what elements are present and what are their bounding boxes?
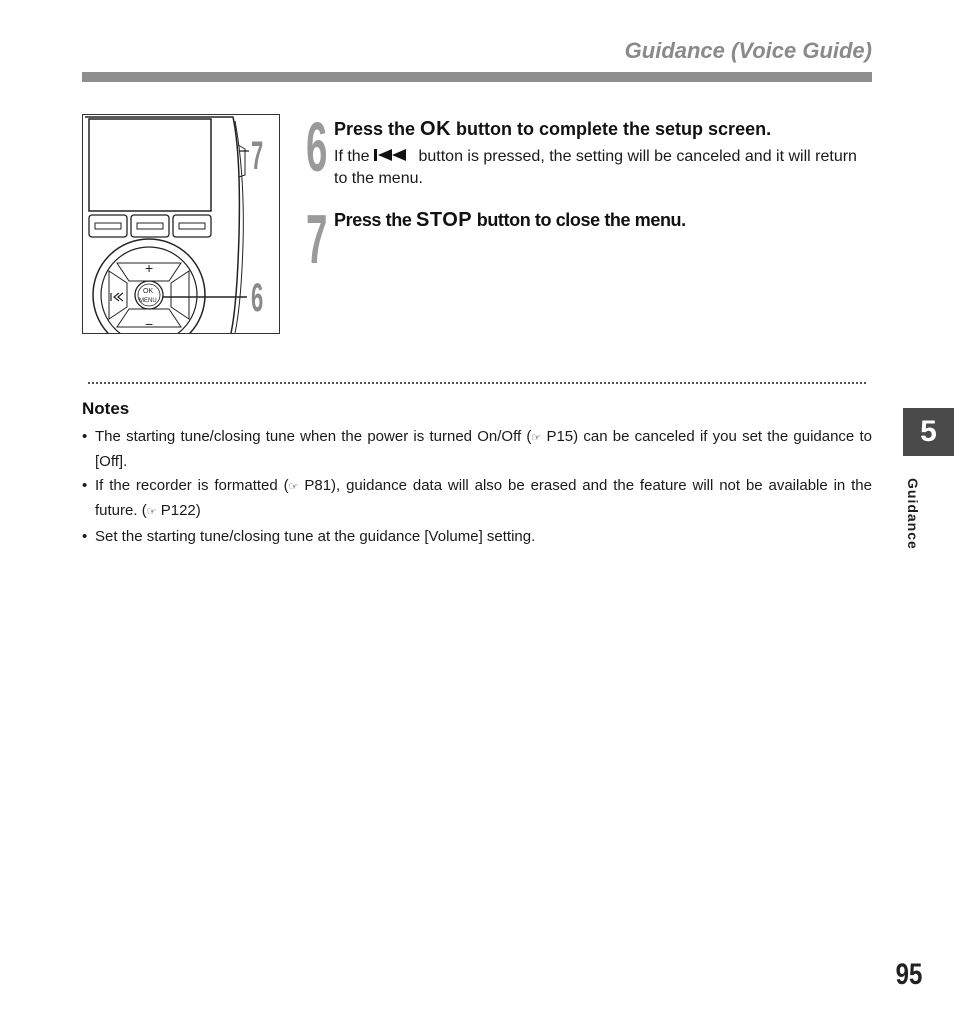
skip-back-icon xyxy=(374,148,414,165)
step-6-body: If the button is pressed, the setting will be canceled and it will return to the menu. xyxy=(334,148,857,187)
ok-key-label: OK xyxy=(420,118,452,140)
step-number-6: 6 xyxy=(306,108,328,186)
callout-6: 6 xyxy=(251,275,264,320)
list-item: • If the recorder is formatted (☞ P81), guidance data will also be erased and the feature will not be available in the future. (☞ P122) xyxy=(82,477,872,519)
chapter-tab: 5 xyxy=(903,408,954,456)
svg-text:+: + xyxy=(145,260,154,276)
svg-text:−: − xyxy=(145,316,154,332)
reference-icon: ☞ xyxy=(288,481,299,493)
menu-label: MENU xyxy=(139,298,157,304)
notes-heading: Notes xyxy=(82,399,130,418)
recorder-illustration xyxy=(82,114,280,334)
list-item: • The starting tune/closing tune when the power is turned On/Off (☞ P15) can be canceled if you set the guidance to [Off]. xyxy=(82,428,873,470)
ok-label: OK xyxy=(143,288,154,295)
step-6-title: Press the OK button to complete the setup screen. xyxy=(334,118,772,140)
page-header-title: Guidance (Voice Guide) xyxy=(624,38,872,63)
callout-7: 7 xyxy=(251,133,264,178)
header-rule xyxy=(82,72,872,82)
reference-icon: ☞ xyxy=(531,432,542,444)
recorder-drawing xyxy=(83,115,279,333)
step-7-title: Press the STOP button to close the menu. xyxy=(334,209,686,231)
side-section-label: Guidance xyxy=(905,478,921,550)
stop-key-label: STOP xyxy=(416,209,473,231)
section-divider xyxy=(88,382,866,384)
reference-icon: ☞ xyxy=(146,506,157,518)
notes-list xyxy=(82,425,872,549)
page-number: 95 xyxy=(895,958,922,991)
list-item: • Set the starting tune/closing tune at the guidance [Volume] setting. xyxy=(82,528,536,545)
step-number-7: 7 xyxy=(306,200,328,278)
